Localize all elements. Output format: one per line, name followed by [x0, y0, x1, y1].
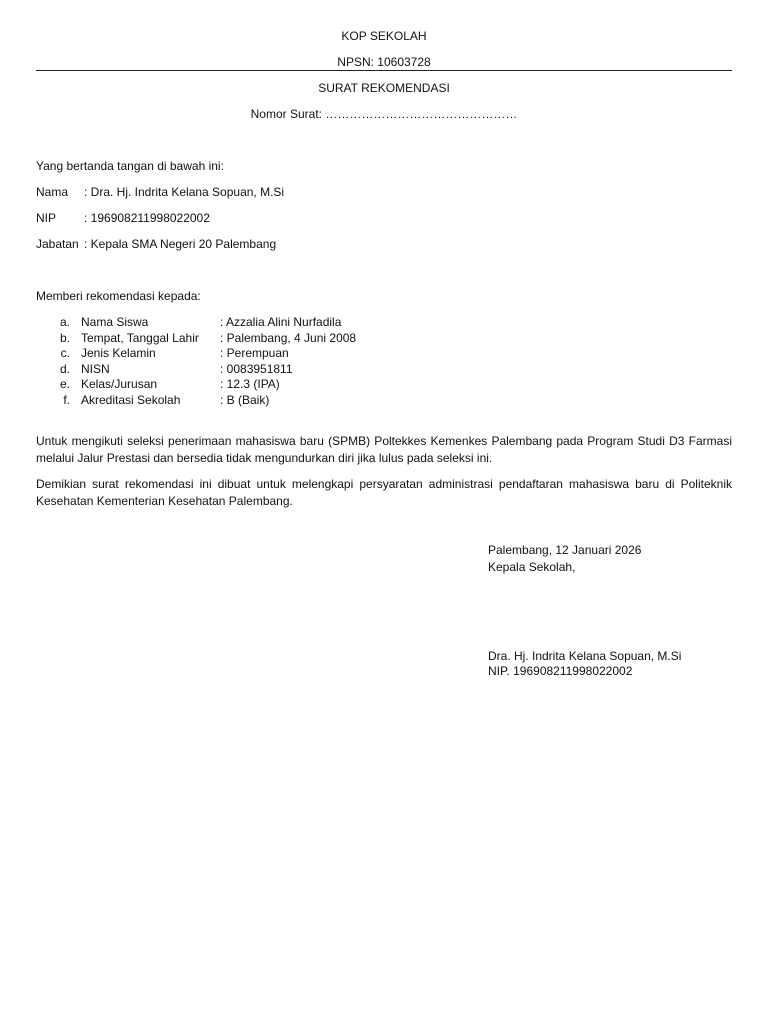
- signer-name-value: : Dra. Hj. Indrita Kelana Sopuan, M.Si: [84, 185, 285, 199]
- letter-number: Nomor Surat: …………………………………………: [250, 107, 518, 121]
- field-value: : 12.3 (IPA): [220, 377, 280, 392]
- school-letterhead: KOP SEKOLAH: [341, 29, 427, 43]
- header-divider: [36, 70, 732, 71]
- signer-nip-value: : 196908211998022002: [84, 211, 210, 225]
- field-label: Kelas/Jurusan: [81, 377, 158, 392]
- field-value: : Azzalia Alini Nurfadila: [220, 315, 342, 329]
- field-label: Akreditasi Sekolah: [81, 392, 181, 407]
- closing-paragraph: Demikian surat rekomendasi ini dibuat untuk melengkapi persyaratan administrasi pendaftaran mahasiswa baru di Politeknik Kesehatan Kementerian Kesehatan Palembang.: [36, 477, 732, 508]
- npsn-line: NPSN: 10603728: [337, 55, 431, 69]
- letter-title: SURAT REKOMENDASI: [318, 81, 450, 95]
- field-label: NISN: [81, 361, 110, 376]
- recommend-intro: Memberi rekomendasi kepada:: [36, 289, 201, 303]
- list-marker: c.: [60, 346, 70, 361]
- signature-name: Dra. Hj. Indrita Kelana Sopuan, M.Si: [488, 649, 682, 663]
- signature-nip: NIP. 196908211998022002: [488, 664, 633, 678]
- list-marker: b.: [59, 330, 70, 345]
- field-value: : B (Baik): [220, 392, 270, 407]
- field-label: Tempat, Tanggal Lahir: [81, 330, 199, 345]
- field-label: Nama Siswa: [81, 315, 149, 329]
- list-marker: f.: [63, 392, 70, 407]
- list-marker: a.: [59, 315, 70, 329]
- signer-position-label: Jabatan: [36, 237, 79, 251]
- signer-name-label: Nama: [36, 185, 69, 199]
- list-marker: d.: [59, 361, 70, 376]
- signer-nip-label: NIP: [36, 211, 57, 225]
- place-date: Palembang, 12 Januari 2026: [488, 543, 642, 557]
- signer-role: Kepala Sekolah,: [488, 560, 576, 574]
- field-value: : 0083951811: [220, 361, 293, 376]
- field-value: : Perempuan: [220, 346, 289, 361]
- field-label: Jenis Kelamin: [81, 346, 156, 361]
- signer-position-value: : Kepala SMA Negeri 20 Palembang: [84, 237, 277, 251]
- intro-text: Yang bertanda tangan di bawah ini:: [36, 159, 224, 173]
- field-value: : Palembang, 4 Juni 2008: [220, 330, 357, 345]
- list-marker: e.: [59, 377, 70, 392]
- purpose-paragraph: Untuk mengikuti seleksi penerimaan mahasiswa baru (SPMB) Poltekkes Kemenkes Palembang pada Program Studi D3 Farmasi melalui Jalur Prestasi dan bersedia tidak mengundurkan diri jika lulus pada seleksi ini.: [36, 434, 732, 465]
